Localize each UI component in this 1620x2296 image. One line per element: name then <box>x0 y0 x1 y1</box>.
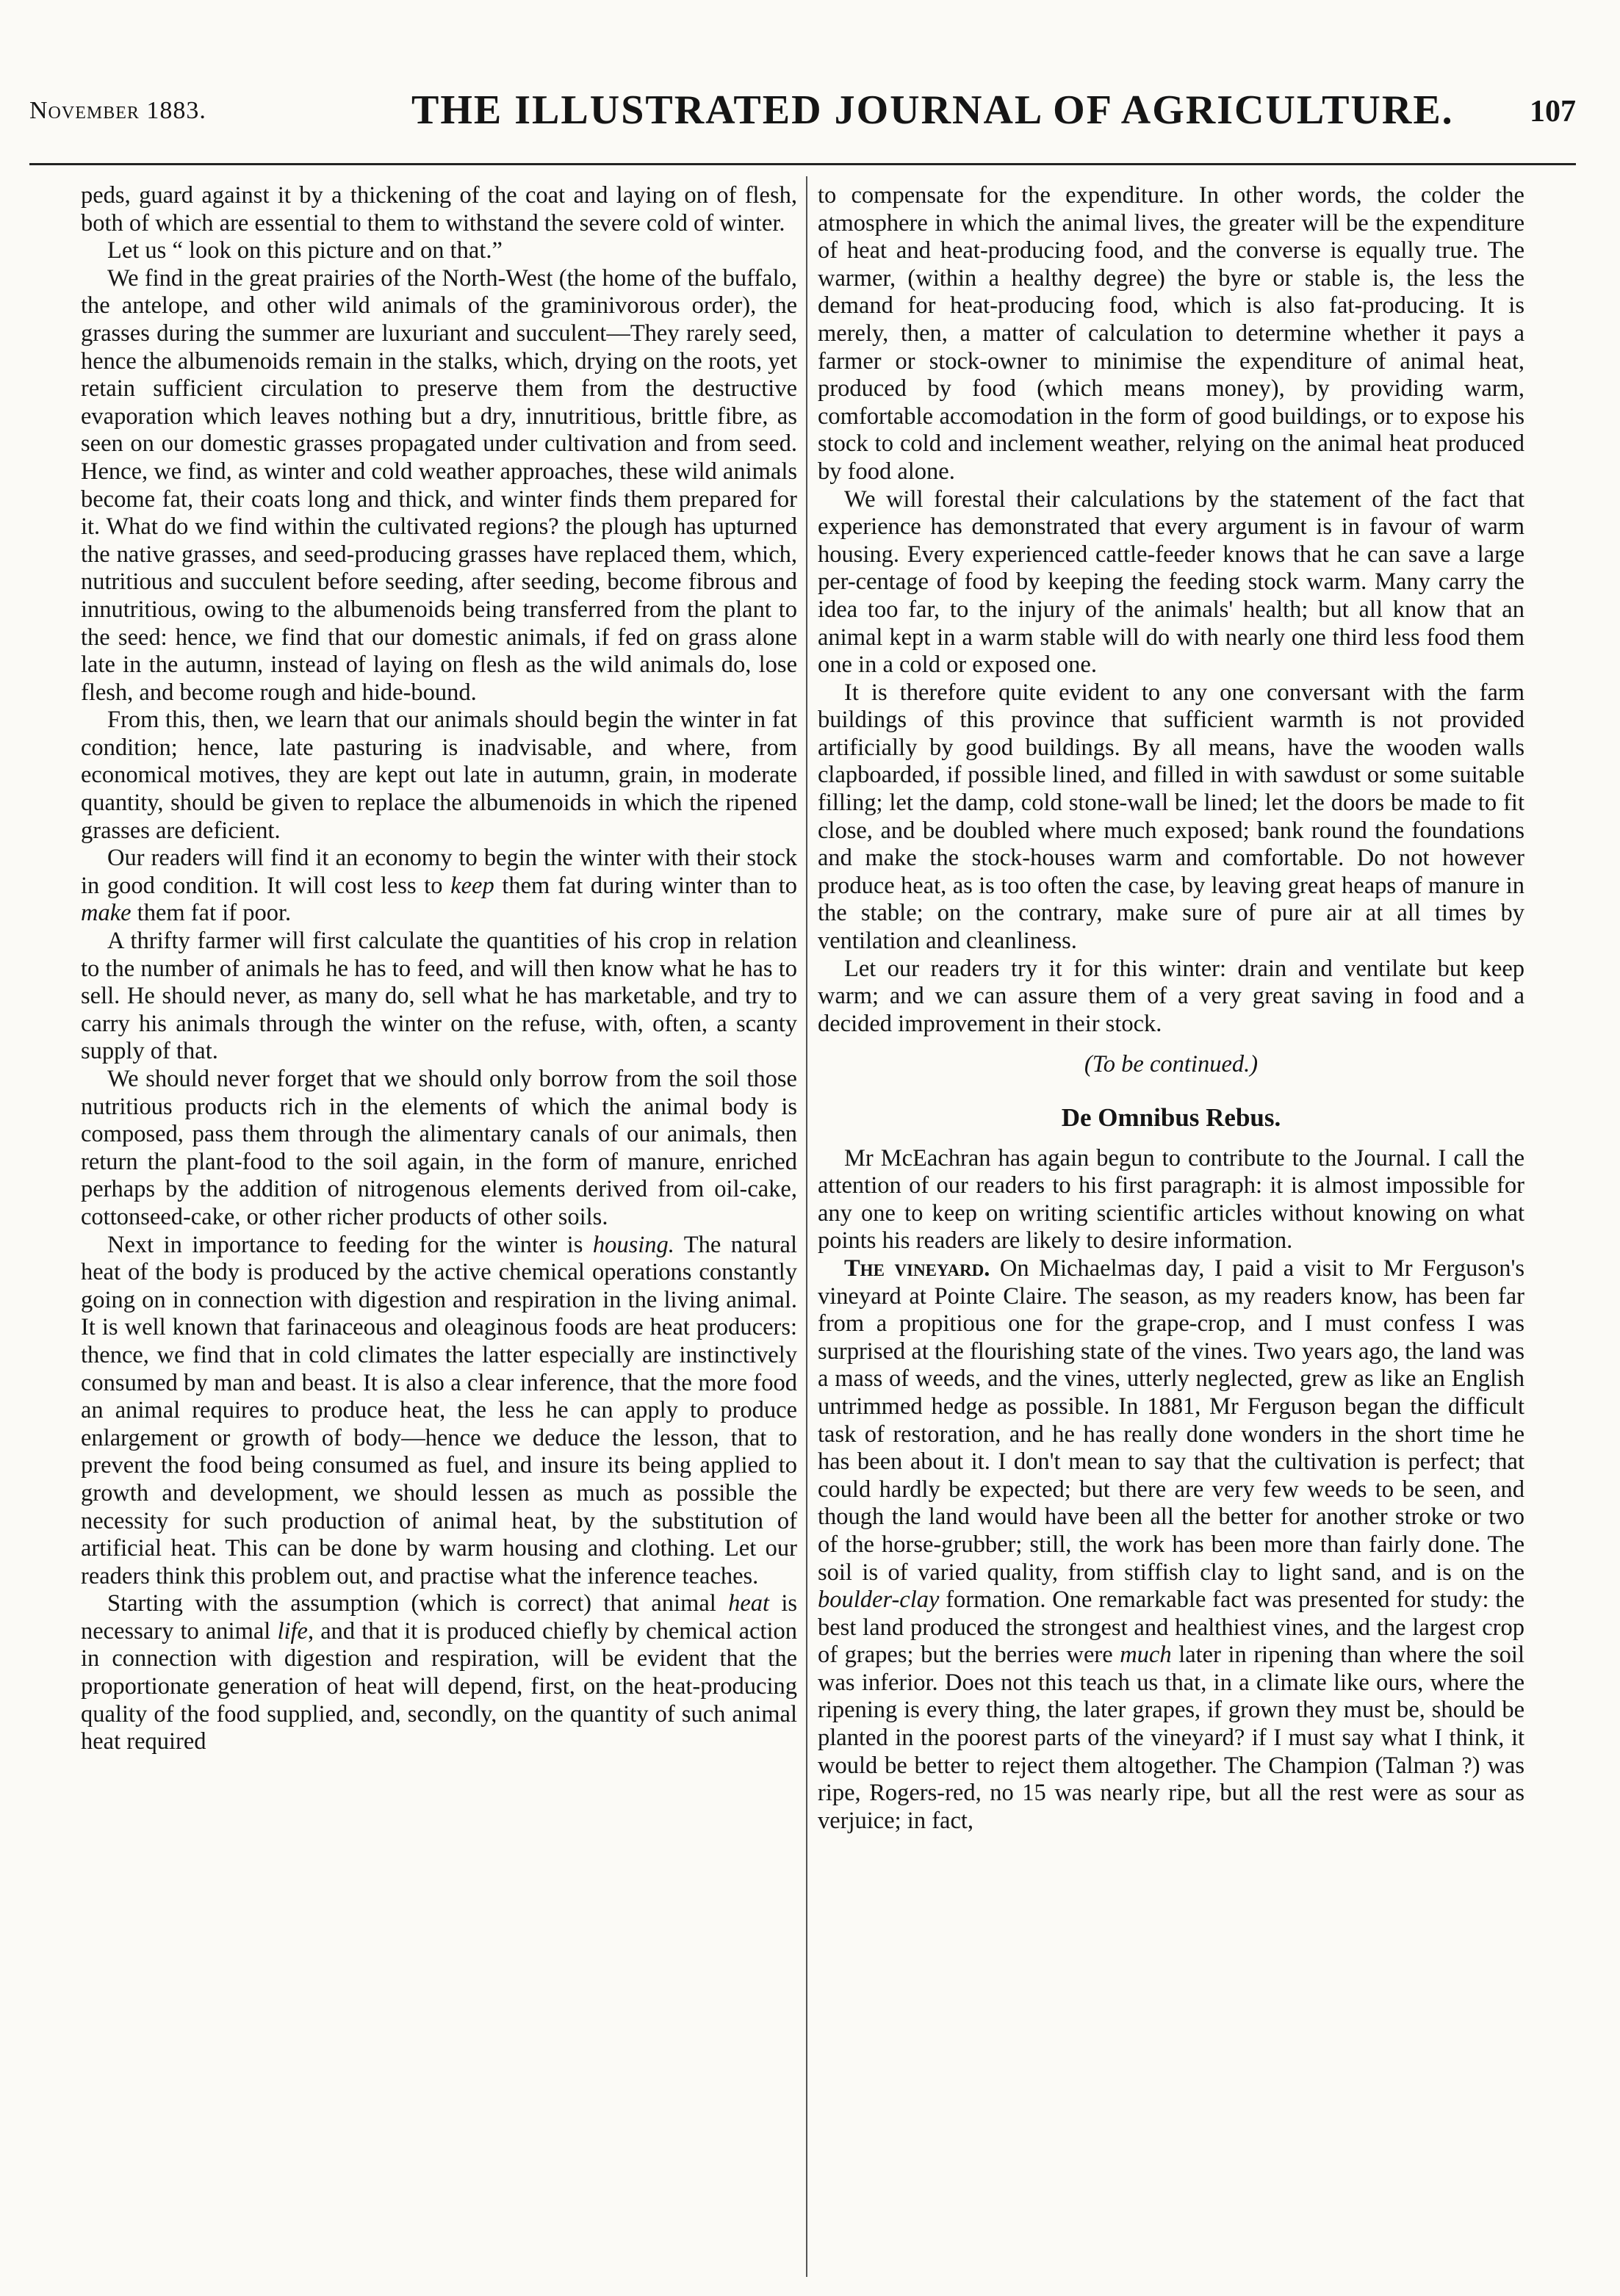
paragraph: peds, guard against it by a thickening of the coat and laying on of flesh, both of which are essential to them to withstand the severe cold of winter. <box>81 182 797 237</box>
right-column <box>818 182 1524 1835</box>
page-number: 107 <box>1530 95 1576 129</box>
paragraph: Our readers will find it an economy to begin the winter with their stock in good condition. It will cost less to keep them fat during winter than to make them fat if poor. <box>81 845 797 927</box>
header-rule <box>29 163 1576 165</box>
left-column <box>81 182 797 1756</box>
paragraph: Next in importance to feeding for the winter is housing. The natural heat of the body is produced by the active chemical operations constantly going on in connection with digestion and respiration in the living animal. It is well known that farinaceous and oleaginous foods are heat producers: thence, we find that in cold climates the latter especially are instinctively consumed by man and beast. It is also a clear inference, that the more food an animal requires to produce heat, the less he can apply to produce enlargement or growth of body—hence we deduce the lesson, that to prevent the food being consumed as fuel, and insure its being applied to growth and development, we should lessen as much as possible the necessity for such production of animal heat, by the substitution of artificial heat. This can be done by warm housing and clothing. Let our readers think this problem out, and practise what the inference teaches. <box>81 1231 797 1589</box>
paragraph: Let us “ look on this picture and on that.” <box>107 237 503 264</box>
paragraph: The vineyard. On Michaelmas day, I paid a visit to Mr Ferguson's vineyard at Pointe Claire. The season, as my readers know, has been far from a propitious one for the grape-crop, and I must confess I was surprised at the flourishing state of the vines. Two years ago, the land was a mass of weeds, and the vines, utterly neglected, grew as like an English untrimmed hedge as possible. In 1881, Mr Ferguson began the difficult task of restoration, and he has really done wonders in the short time he has been about it. I don't mean to say that the cultivation is perfect; that could hardly be expected; but there are very few weeds to be seen, and though the land would have been all the better for another stroke or two of the horse-grubber; still, the work has been more than fairly done. The soil is of varied quality, from stiffish clay to light sand, and is on the boulder-clay formation. One remarkable fact was presented for study: the best land produced the strongest and healthiest vines, and the largest crop of grapes; but the berries were much later in ripening than where the soil was inferior. Does not this teach us that, in a climate like ours, where the ripening is every thing, the later grapes, if grown they must be, should be planted in the poorest parts of the vineyard? if I must say what I think, it would be better to reject them altogether. The Champion (Talman ?) was ripe, Rogers-red, no 15 was nearly ripe, but all the rest were as sour as verjuice; in fact, <box>818 1255 1525 1834</box>
paragraph: We find in the great prairies of the North-West (the home of the buffalo, the antelope, and other wild animals of the graminivorous order), the grasses during the summer are luxuriant and succulent—They rarely seed, hence the albumenoids remain in the stalks, which, drying on the roots, yet retain sufficient circulation to preserve them from the destructive evaporation which leaves nothing but a dry, innutritious, brittle fibre, as seen on our domestic grasses propagated under cultivation and from seed. Hence, we find, as winter and cold weather approaches, these wild animals become fat, their coats long and thick, and winter finds them prepared for it. What do we find within the cultivated regions? the plough has upturned the native grasses, and seed-producing grasses have replaced them, which, nutritious and succulent before seeding, after seeding, become fibrous and innutritious, owing to the albumenoids being transferred from the plant to the seed: hence, we find that our domestic animals, if fed on grass alone late in the autumn, instead of laying on flesh as the wild animals do, lose flesh, and become rough and hide-bound. <box>81 264 797 706</box>
journal-title: THE ILLUSTRATED JOURNAL OF AGRICULTURE. <box>411 87 1454 133</box>
paragraph: A thrifty farmer will first calculate the quantities of his crop in relation to the number of animals he has to feed, and will then know what he has to sell. He should never, as many do, sell what he has marketable, and try to carry his animals through the winter on the refuse, with, often, a scanty supply of that. <box>81 928 797 1065</box>
run-in-heading: The vineyard. <box>844 1255 990 1282</box>
paragraph: We should never forget that we should only borrow from the soil those nutritious products rich in the elements of which the animal body is composed, pass them through the alimentary canals of our animals, then return the plant-food to the soil again, in the form of manure, enriched perhaps by the addition of nitrogenous elements derived from oil-cake, cottonseed-cake, or other richer products of other soils. <box>81 1066 797 1230</box>
paragraph: to compensate for the expenditure. In other words, the colder the atmosphere in which the animal lives, the greater will be the expenditure of heat and heat-producing food, and the converse is equally true. The warmer, (within a healthy degree) the byre or stable is, the less the demand for heat-producing food, which is also fat-producing. It is merely, then, a matter of calculation to determine whether it pays a farmer or stock-owner to minimise the expenditure of animal heat, produced by food (which means money), by providing warm, comfortable accomodation in the form of good buildings, or to expose his stock to cold and inclement weather, relying on the animal heat produced by food alone. <box>818 182 1524 485</box>
column-divider <box>806 176 807 2277</box>
paragraph: Starting with the assumption (which is correct) that animal heat is necessary to animal life, and that it is produced chiefly by chemical action in connection with digestion and respiration, will be evident that the proportionate generation of heat will depend, first, on the heat-producing quality of the food supplied, and, secondly, on the quantity of such animal heat required <box>81 1590 798 1755</box>
paragraph: From this, then, we learn that our animals should begin the winter in fat condition; hence, late pasturing is inadvisable, and where, from economical motives, they are kept out late in autumn, grain, in moderate quantity, should be given to replace the albumenoids in which the ripened grasses are deficient. <box>81 707 797 844</box>
paragraph: It is therefore quite evident to any one conversant with the farm buildings of this province that sufficient warmth is not provided artificially by good buildings. By all means, have the wooden walls clapboarded, if possible lined, and filled in with sawdust or some suitable filling; let the damp, cold stone-wall be lined; let the doors be made to fit close, and be doubled where much exposed; bank round the foundations and make the stock-houses warm and comfortable. Do not however produce heat, as is too often the case, by leaving great heaps of manure in the stable; on the contrary, make sure of pure air at all times by ventilation and cleanliness. <box>818 679 1524 955</box>
paragraph: Let our readers try it for this winter: drain and ventilate but keep warm; and we can assure them of a very great saving in food and a decided improvement in their stock. <box>818 955 1524 1037</box>
paragraph: Mr McEachran has again begun to contribute to the Journal. I call the attention of our readers to his first paragraph: it is almost impossible for any one to keep on writing scientific articles without knowing on what points his readers are likely to desire information. <box>818 1144 1524 1255</box>
masthead <box>29 87 1576 153</box>
issue-date: November 1883. <box>29 97 206 124</box>
paragraph: We will forestal their calculations by the statement of the fact that experience has demonstrated that every argument is in favour of warm housing. Every experienced cattle-feeder knows that he can save a large per-centage of food by keeping the feeding stock warm. Many carry the idea too far, to the injury of the animals' health; but all know that an animal kept in a warm stable will do with nearly one third less food them one in a cold or exposed one. <box>818 485 1524 679</box>
to-be-continued: (To be continued.) <box>1084 1051 1259 1078</box>
section-heading: De Omnibus Rebus. <box>1061 1103 1281 1132</box>
